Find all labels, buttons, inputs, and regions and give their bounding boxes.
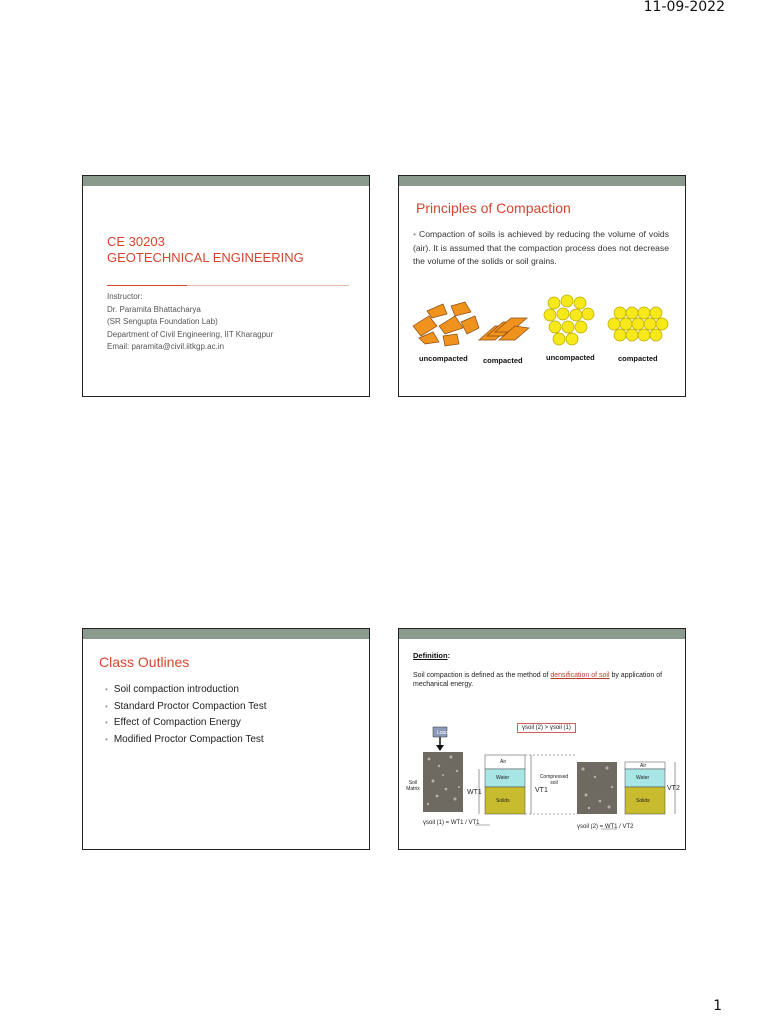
instructor-name: Dr. Paramita Bhattacharya bbox=[107, 304, 201, 314]
print-date: 11-09-2022 bbox=[643, 0, 725, 15]
v-t2-label: VT2 bbox=[667, 785, 680, 792]
load-arrow-head bbox=[436, 745, 444, 751]
page-number: 1 bbox=[713, 998, 722, 1014]
solids-label-2: Solids bbox=[636, 798, 650, 804]
course-name: GEOTECHNICAL ENGINEERING bbox=[107, 250, 304, 265]
w-t1-label: WT1 bbox=[467, 789, 482, 796]
course-heading bbox=[107, 234, 304, 266]
list-item bbox=[105, 682, 266, 699]
compaction-phase-diagram bbox=[399, 629, 685, 849]
instructor-department: Department of Civil Engineering, IIT Kharagpur bbox=[107, 329, 274, 339]
list-item bbox=[105, 715, 266, 732]
water-label-2: Water bbox=[636, 775, 650, 781]
list-item-text: Effect of Compaction Energy bbox=[113, 717, 241, 728]
outline-list bbox=[105, 682, 266, 748]
water-label-1: Water bbox=[496, 775, 510, 781]
list-item bbox=[105, 699, 266, 716]
slide-title bbox=[82, 175, 370, 397]
v-t1-label: VT1 bbox=[535, 787, 548, 794]
bullet-icon: • bbox=[105, 701, 108, 711]
bullet-icon: • bbox=[105, 685, 108, 694]
list-item-text: Standard Proctor Compaction Test bbox=[113, 700, 267, 712]
list-item-text: Soil compaction introduction bbox=[113, 684, 239, 695]
formula-2: γsoil (2) = WT1 / VT2 bbox=[577, 824, 634, 830]
density-inequality: γsoil (2) > γsoil (1) bbox=[517, 723, 576, 733]
bullet-icon: • bbox=[105, 718, 108, 727]
definition-label: Definition bbox=[413, 651, 448, 660]
compaction-illustration bbox=[399, 176, 685, 396]
slide-header-bar bbox=[83, 629, 369, 639]
bullet-content: Compaction of soils is achieved by reducing the volume of voids (air). It is assumed that the compaction process does not decrease the volume of the solids or soil grains. bbox=[413, 229, 669, 266]
slide-principles bbox=[398, 175, 686, 397]
formula-1: γsoil (1) = WT1 / VT1 bbox=[423, 820, 480, 826]
bullet-icon: • bbox=[413, 229, 417, 239]
label-compacted-flakes: compacted bbox=[483, 356, 523, 365]
compacted-spheres bbox=[608, 307, 668, 341]
label-uncompacted-spheres: uncompacted bbox=[546, 353, 595, 362]
uncompacted-spheres bbox=[544, 295, 594, 345]
course-code: CE 30203 bbox=[107, 234, 165, 249]
solids-label-1: Solids bbox=[496, 798, 510, 804]
instructor-label: Instructor: bbox=[107, 292, 143, 301]
slide-class-outlines bbox=[82, 628, 370, 850]
instructor-info bbox=[107, 291, 273, 354]
list-item-text: Modified Proctor Compaction Test bbox=[113, 733, 264, 745]
definition-colon: : bbox=[447, 651, 451, 660]
divider-accent bbox=[107, 285, 187, 286]
uncompacted-flakes bbox=[413, 302, 479, 346]
load-label: Load bbox=[437, 730, 449, 736]
bullet-icon: • bbox=[105, 734, 108, 744]
air-label-1: Air bbox=[500, 759, 507, 765]
instructor-lab: (SR Sengupta Foundation Lab) bbox=[107, 317, 218, 326]
label-uncompacted-flakes: uncompacted bbox=[419, 354, 468, 363]
slide-title: Principles of Compaction bbox=[416, 200, 571, 216]
soil-matrix-photo-1 bbox=[423, 752, 463, 812]
definition-highlight: densification of soil bbox=[550, 672, 610, 679]
list-item bbox=[105, 732, 266, 749]
slide-title: Class Outlines bbox=[99, 654, 190, 670]
definition-text-part: Soil compaction is defined as the method of bbox=[413, 672, 551, 679]
air-label-2: Air bbox=[640, 763, 647, 769]
slide-definition bbox=[398, 628, 686, 850]
compacted-flakes bbox=[479, 318, 529, 340]
instructor-email: Email: paramita@civil.iitkgp.ac.in bbox=[107, 342, 225, 351]
soil-matrix-label: Soil Matrix bbox=[406, 780, 420, 792]
definition-text-part: by application of mechanical energy. bbox=[413, 672, 663, 688]
slide-header-bar bbox=[83, 176, 369, 186]
compressed-soil-label: Compressed soil bbox=[539, 774, 569, 786]
label-compacted-spheres: compacted bbox=[618, 354, 658, 363]
